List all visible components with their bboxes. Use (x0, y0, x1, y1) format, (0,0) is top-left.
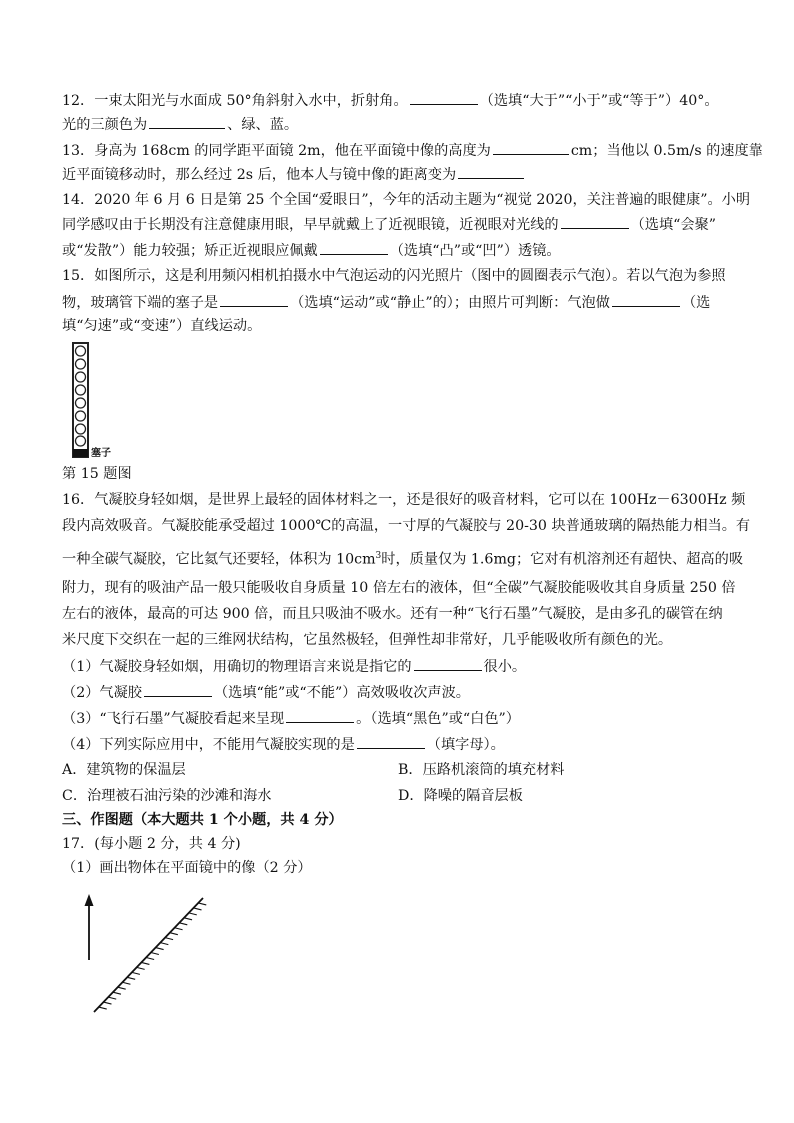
option-b: B．压路机滚筒的填充材料 (398, 762, 565, 778)
figure-caption: 第 15 题图 (62, 466, 132, 482)
hatch-mark (122, 982, 130, 984)
hatch-mark (184, 918, 192, 920)
q15-line3: 填“匀速”或“变速”）直线运动。 (62, 318, 262, 334)
answer-blank[interactable] (458, 164, 524, 179)
hatch-mark (151, 953, 159, 955)
bubble-circles (76, 346, 86, 446)
hatch-mark (165, 938, 173, 940)
answer-blank[interactable] (286, 708, 354, 723)
q12-line2: 光的三颜色为 、绿、蓝。 (62, 114, 298, 135)
hatch-mark (198, 903, 206, 905)
answer-blank[interactable] (612, 292, 680, 307)
q16-line4: 附力，现有的吸油产品一般只能吸收自身质量 10 倍左右的液体，但“全碳”气凝胶能吸收其自身质量 250 倍 (62, 580, 736, 596)
hatch-mark (127, 977, 135, 979)
q16-line3: 一种全碳气凝胶，它比氦气还要轻，体积为 $10cm^3$时，质量仅为 1.6mg；它对有机溶剂还有超快、超高的吸 (62, 551, 744, 568)
hatch-mark (99, 1007, 107, 1009)
stopper-label: 塞子 (91, 448, 111, 459)
hatch-mark (175, 928, 183, 930)
bubble-tube-figure (64, 340, 144, 462)
answer-blank[interactable] (220, 292, 288, 307)
hatch-mark (170, 933, 178, 935)
hatch-mark (113, 992, 121, 994)
q17-header: 17．(每小题 2 分，共 4 分) (62, 836, 241, 852)
q13-line2: 近平面镜移动时，那么经过 2s 后，他本人与镜中像的距离变为 (62, 164, 526, 185)
q15-line1: 15．如图所示，这是利用频闪相机拍摄水中气泡运动的闪光照片（图中的圆圈表示气泡）。若以气泡为参照 (62, 268, 726, 284)
q16-sub1: （1）气凝胶身轻如烟，用确切的物理语言来说是指它的 很小。 (62, 656, 526, 677)
q15-line2: 物，玻璃管下端的塞子是 （选填“运动”或“静止”的）；由照片可判断：气泡做 （选 (62, 292, 710, 313)
answer-blank[interactable] (320, 240, 388, 255)
hatch-mark (132, 972, 140, 974)
answer-blank[interactable] (493, 140, 569, 155)
hatch-mark (160, 943, 168, 945)
hatch-mark (146, 957, 154, 959)
q12-line1: 12．一束太阳光与水面成 50°角斜射入水中，折射角。 （选填“大于”“小于”或“等于”）40°。 (62, 90, 719, 111)
q16-sub4: （4）下列实际应用中，不能用气凝胶实现的是 （填字母）。 (62, 734, 505, 755)
arrow-head-icon (85, 894, 94, 906)
q16-sub2: （2）气凝胶 （选填“能”或“不能”）高效吸收次声波。 (62, 682, 470, 703)
hatch-mark (189, 913, 197, 915)
answer-blank[interactable] (561, 214, 629, 229)
q16-line1: 16．气凝胶身轻如烟，是世界上最轻的固体材料之一，还是很好的吸音材料，它可以在 100Hz－6300Hz 频 (62, 492, 746, 508)
answer-blank[interactable] (357, 734, 425, 749)
hatch-mark (137, 967, 145, 969)
hatch-mark (103, 1002, 111, 1004)
answer-blank[interactable] (149, 114, 225, 129)
mirror-figure (62, 884, 222, 1024)
hatch-mark (108, 997, 116, 999)
q17-part1: （1）画出物体在平面镜中的像（2 分） (62, 860, 312, 876)
hatch-mark (179, 923, 187, 925)
q14-line2: 同学感叹由于长期没有注意健康用眼，早早就戴上了近视眼镜，近视眼对光线的 （选填“会聚” (62, 214, 716, 235)
plane-mirror (94, 898, 203, 1012)
option-c: C．治理被石油污染的沙滩和海水 (62, 788, 272, 804)
answer-blank[interactable] (414, 656, 482, 671)
q16-line6: 米尺度下交织在一起的三维网状结构，它虽然极轻，但弹性却非常好，几乎能吸收所有颜色的光。 (62, 632, 673, 648)
q16-sub3: （3）“飞行石墨”气凝胶看起来呈现 。（选填“黑色”或“白色”） (62, 708, 520, 729)
section-title: 三、作图题（本大题共 1 个小题，共 4 分） (62, 812, 343, 828)
q14-line3: 或“发散”）能力较强；矫正近视眼应佩戴 （选填“凸”或“凹”）透镜。 (62, 240, 561, 261)
hatch-mark (194, 908, 202, 910)
answer-blank[interactable] (410, 90, 478, 105)
q13-line1: 13．身高为 168cm 的同学距平面镜 2m，他在平面镜中像的高度为 cm；当他以 0.5m/s 的速度靠 (62, 140, 763, 161)
hatch-mark (156, 948, 164, 950)
mirror-hatching (99, 903, 207, 1009)
q16-line2: 段内高效吸音。气凝胶能承受超过 1000℃的高温，一寸厚的气凝胶与 20-30 块普通玻璃的隔热能力相当。有 (62, 518, 751, 534)
stopper (73, 449, 88, 457)
hatch-mark (141, 962, 149, 964)
q14-line1: 14．2020 年 6 月 6 日是第 25 个全国“爱眼日”，今年的活动主题为“视觉 2020，关注普遍的眼健康”。小明 (62, 192, 751, 208)
option-a: A．建筑物的保温层 (62, 762, 186, 778)
answer-blank[interactable] (144, 682, 212, 697)
hatch-mark (118, 987, 126, 989)
option-d: D．降噪的隔音层板 (398, 788, 523, 804)
q16-line5: 左右的液体，最高的可达 900 倍，而且只吸油不吸水。还有一种“飞行石墨”气凝胶，是由多孔的碳管在纳 (62, 606, 723, 622)
